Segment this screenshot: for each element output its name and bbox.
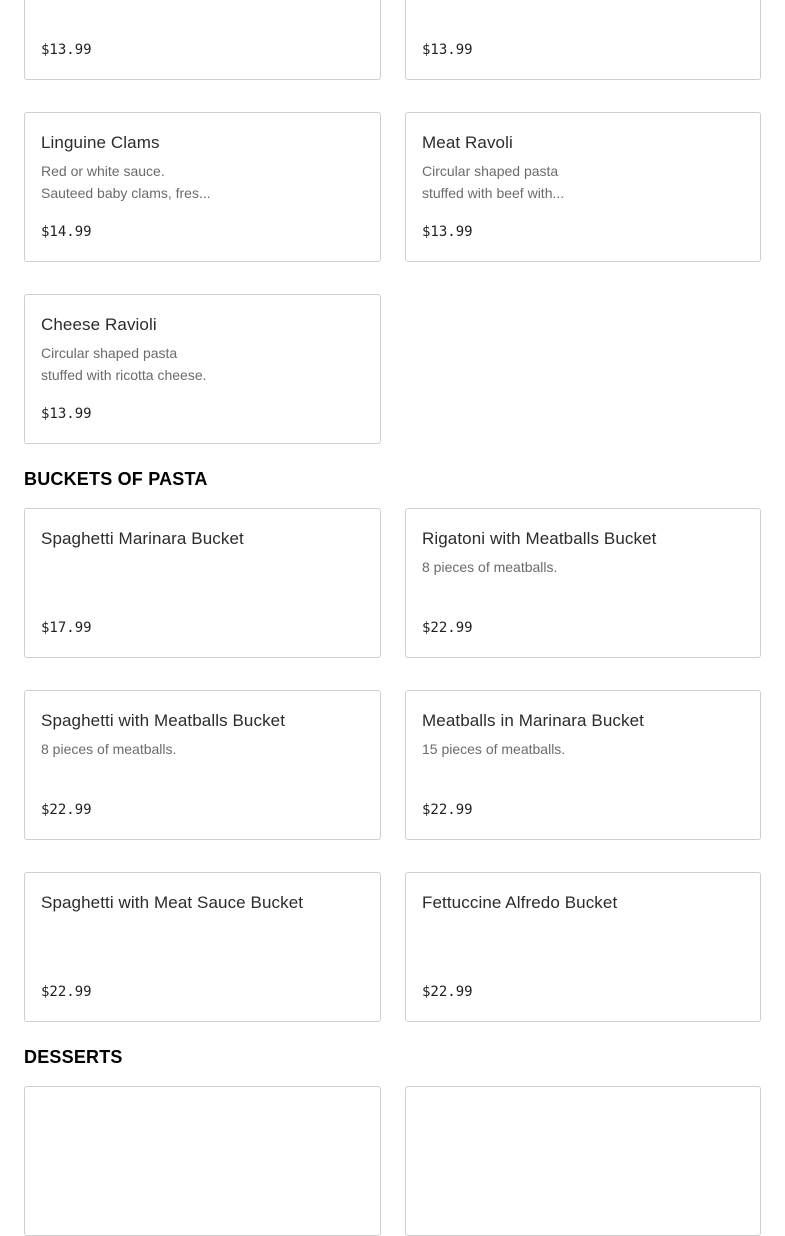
menu-item-description-line: 8 pieces of meatballs. [422,559,558,575]
menu-item-price: $22.99 [41,802,92,818]
menu-item-card[interactable] [24,872,381,1022]
menu-item-price: $22.99 [41,984,92,1000]
menu-item-description-line: Sauteed baby clams, fres... [41,185,211,201]
menu-item-card[interactable] [405,872,761,1022]
menu-item-description [422,556,612,578]
menu-item-description-line: stuffed with ricotta cheese. [41,367,207,383]
menu-item-name: Cheese Ravioli [41,315,157,334]
menu-item-card[interactable] [24,690,381,840]
menu-item-name: Spaghetti with Meatballs Bucket [41,711,286,730]
menu-item-name: Meat Ravoli [422,133,513,152]
menu-item-name: Meatballs in Marinara Bucket [422,711,645,730]
menu-item-description [41,342,231,386]
menu-item-description-line: Red or white sauce. [41,163,165,179]
menu-item-price: $13.99 [41,42,92,58]
menu-item-price: $14.99 [41,224,92,240]
menu-item-card[interactable] [405,0,761,80]
menu-item-name: Spaghetti Marinara Bucket [41,529,244,548]
menu-item-name: Linguine Clams [41,133,160,152]
section-title-buckets: BUCKETS OF PASTA [24,469,208,489]
menu-item-description [41,160,231,204]
menu-item-name: Rigatoni with Meatballs Bucket [422,529,657,548]
menu-item-description-line: Circular shaped pasta [41,345,178,361]
menu-item-description-line: Circular shaped pasta [422,163,559,179]
menu-item-price: $13.99 [422,42,473,58]
menu-item-price: $17.99 [41,620,92,636]
menu-item-card[interactable] [24,294,381,444]
menu-item-price: $13.99 [422,224,473,240]
menu-item-description-line: 15 pieces of meatballs. [422,741,566,757]
menu-item-card[interactable] [24,508,381,658]
menu-item-description-line: stuffed with beef with... [422,185,565,201]
menu-item-price: $22.99 [422,620,473,636]
menu-item-card[interactable] [24,0,381,80]
menu-item-price: $22.99 [422,802,473,818]
menu-item-name: Fettuccine Alfredo Bucket [422,893,618,912]
menu-item-name: Spaghetti with Meat Sauce Bucket [41,893,304,912]
menu-item-description [422,738,612,760]
menu-item-description [422,160,612,204]
menu-item-card[interactable] [405,112,761,262]
menu-item-price: $13.99 [41,406,92,422]
menu-item-card[interactable] [405,508,761,658]
menu-item-card[interactable] [24,112,381,262]
menu-item-price: $22.99 [422,984,473,1000]
menu-item-description [41,738,231,760]
section-title-desserts: DESSERTS [24,1047,123,1067]
menu-item-card[interactable] [405,690,761,840]
menu-item-description-line: 8 pieces of meatballs. [41,741,177,757]
